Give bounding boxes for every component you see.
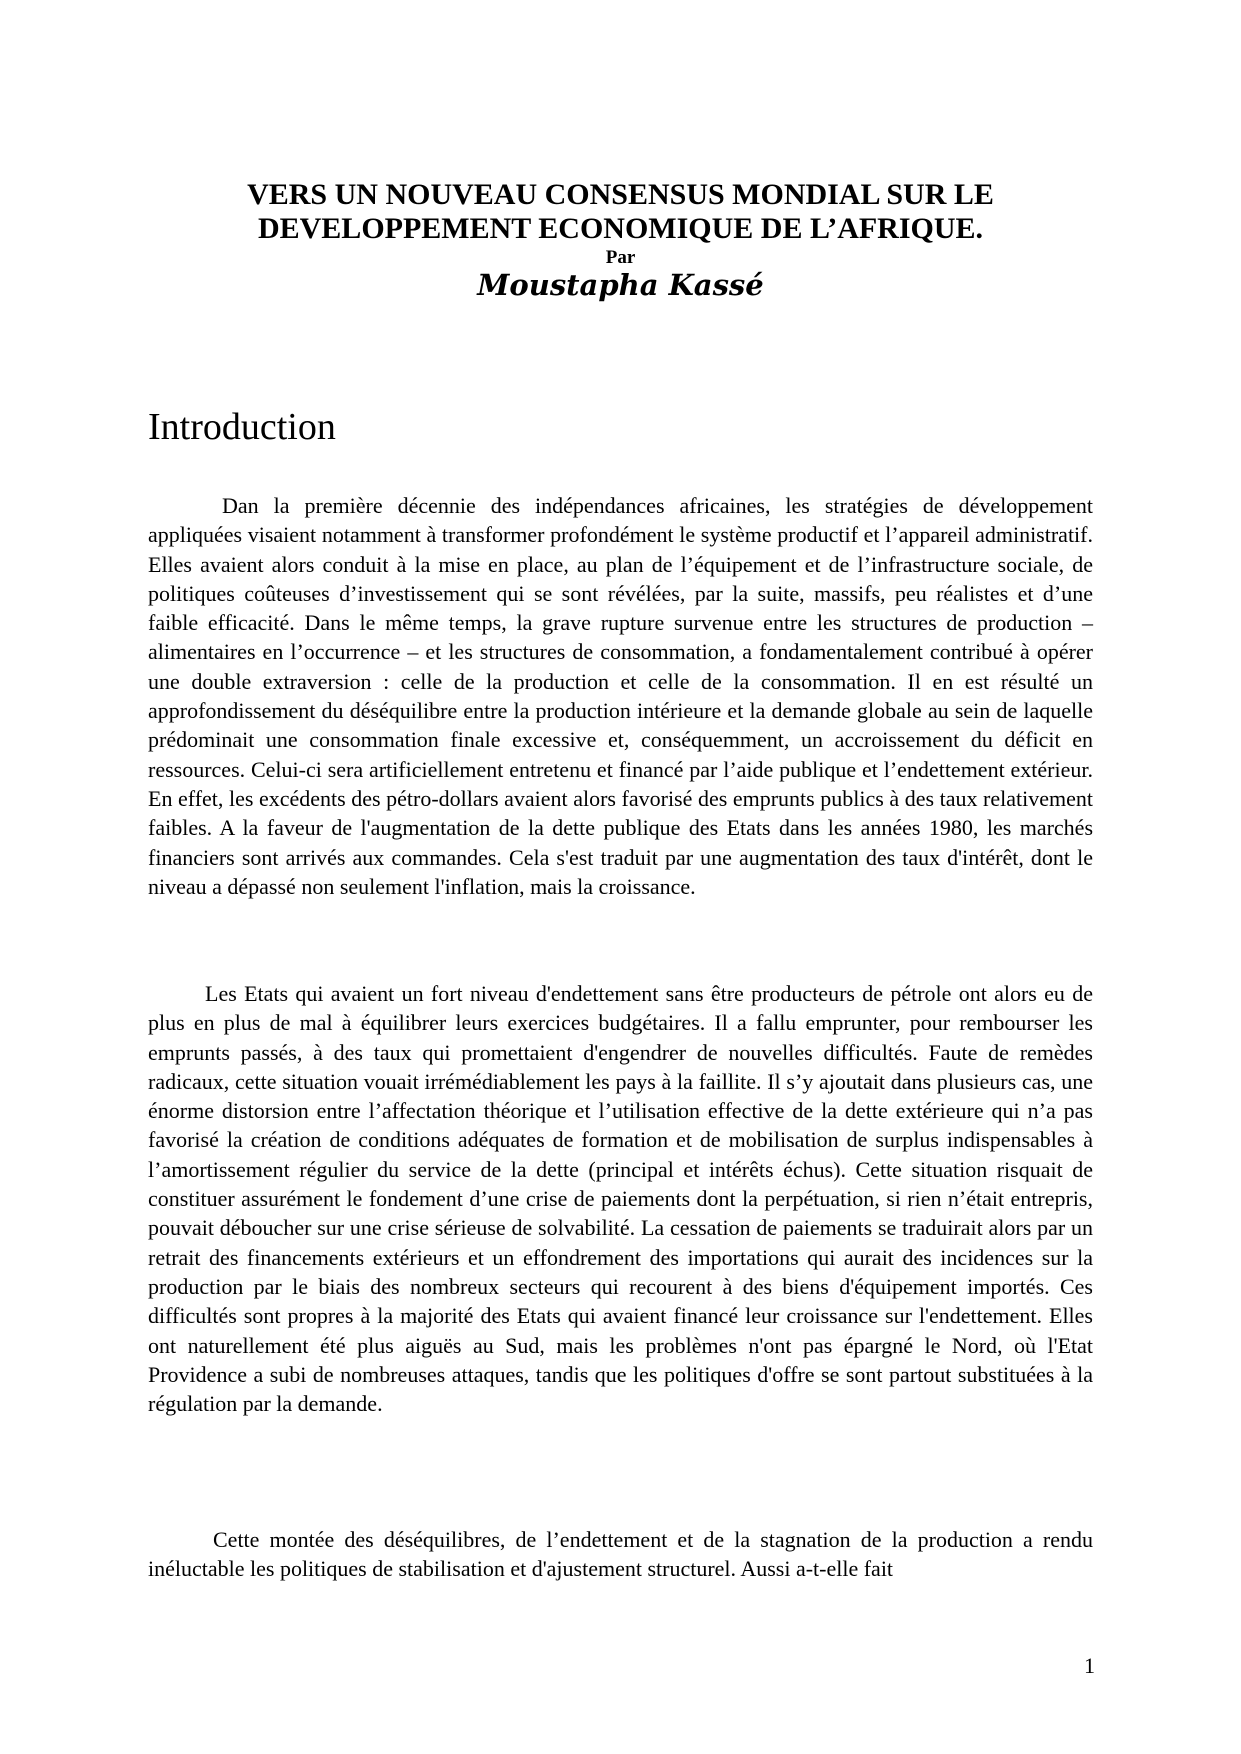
page-number: 1 [1084,1653,1095,1678]
document-title-line-1: VERS UN NOUVEAU CONSENSUS MONDIAL SUR LE [247,178,994,211]
by-label: Par [605,247,636,268]
section-heading: Introduction [148,406,336,448]
document-title-line-2: DEVELOPPEMENT ECONOMIQUE DE L’AFRIQUE. [257,212,984,245]
title-block [148,178,1093,301]
author-name: Moustapha Kassé [477,268,764,302]
paragraph-3: Cette montée des déséquilibres, de l’endettement et de la stagnation de la production a rendu inéluctable les politiques de stabilisation et d'ajustement structurel. Aussi a-t-elle fait [148,1527,1093,1582]
paragraph-1: Dan la première décennie des indépendances africaines, les stratégies de développement appliquées visaient notamment à transformer profondément le système productif et l’appareil administratif. Elles avaient alors conduit à la mise en place, au plan de l’équipement et de l’infrastructure sociale, de politiques coûteuses d’investissement qui se sont révélées, par la suite, massifs, peu réalistes et d’une faible efficacité. Dans le même temps, la grave rupture survenue entre les structures de production – alimentaires en l’occurrence – et les structures de consommation, a fondamentalement contribué à opérer une double extraversion : celle de la production et celle de la consommation. Il en est résulté un approfondissement du déséquilibre entre la production intérieure et la demande globale au sein de laquelle prédominait une consommation finale excessive et, conséquemment, un accroissement du déficit en ressources. Celui-ci sera artificiellement entretenu et financé par l’aide publique et l’endettement extérieur. En effet, les excédents des pétro-dollars avaient alors favorisé des emprunts publics à des taux relativement faibles. A la faveur de l'augmentation de la dette publique des Etats dans les années 1980, les marchés financiers sont arrivés aux commandes. Cela s'est traduit par une augmentation des taux d'intérêt, dont le niveau a dépassé non seulement l'inflation, mais la croissance. [148,493,1093,899]
paragraph-2: Les Etats qui avaient un fort niveau d'endettement sans être producteurs de pétrole ont alors eu de plus en plus de mal à équilibrer leurs exercices budgétaires. Il a fallu emprunter, pour rembourser les emprunts passés, à des taux qui promettaient d'engendrer de nouvelles difficultés. Faute de remèdes radicaux, cette situation vouait irrémédiablement les pays à la faillite. Il s’y ajoutait dans plusieurs cas, une énorme distorsion entre l’affectation théorique et l’utilisation effective de la dette extérieure qui n’a pas favorisé la création de conditions adéquates de formation et de mobilisation de surplus indispensables à l’amortissement régulier du service de la dette (principal et intérêts échus). Cette situation risquait de constituer assurément le fondement d’une crise de paiements dont la perpétuation, si rien n’était entrepris, pouvait déboucher sur une crise sérieuse de solvabilité. La cessation de paiements se traduirait alors par un retrait des financements extérieurs et un effondrement des importations qui aurait des incidences sur la production par le biais des nombreux secteurs qui recourent à des biens d'équipement importés. Ces difficultés sont propres à la majorité des Etats qui avaient financé leur croissance sur l'endettement. Elles ont naturellement été plus aiguës au Sud, mais les problèmes n'ont pas épargné le Nord, où l'Etat Providence a subi de nombreuses attaques, tandis que les politiques d'offre se sont partout substituées à la régulation par la demande. [148,981,1093,1417]
